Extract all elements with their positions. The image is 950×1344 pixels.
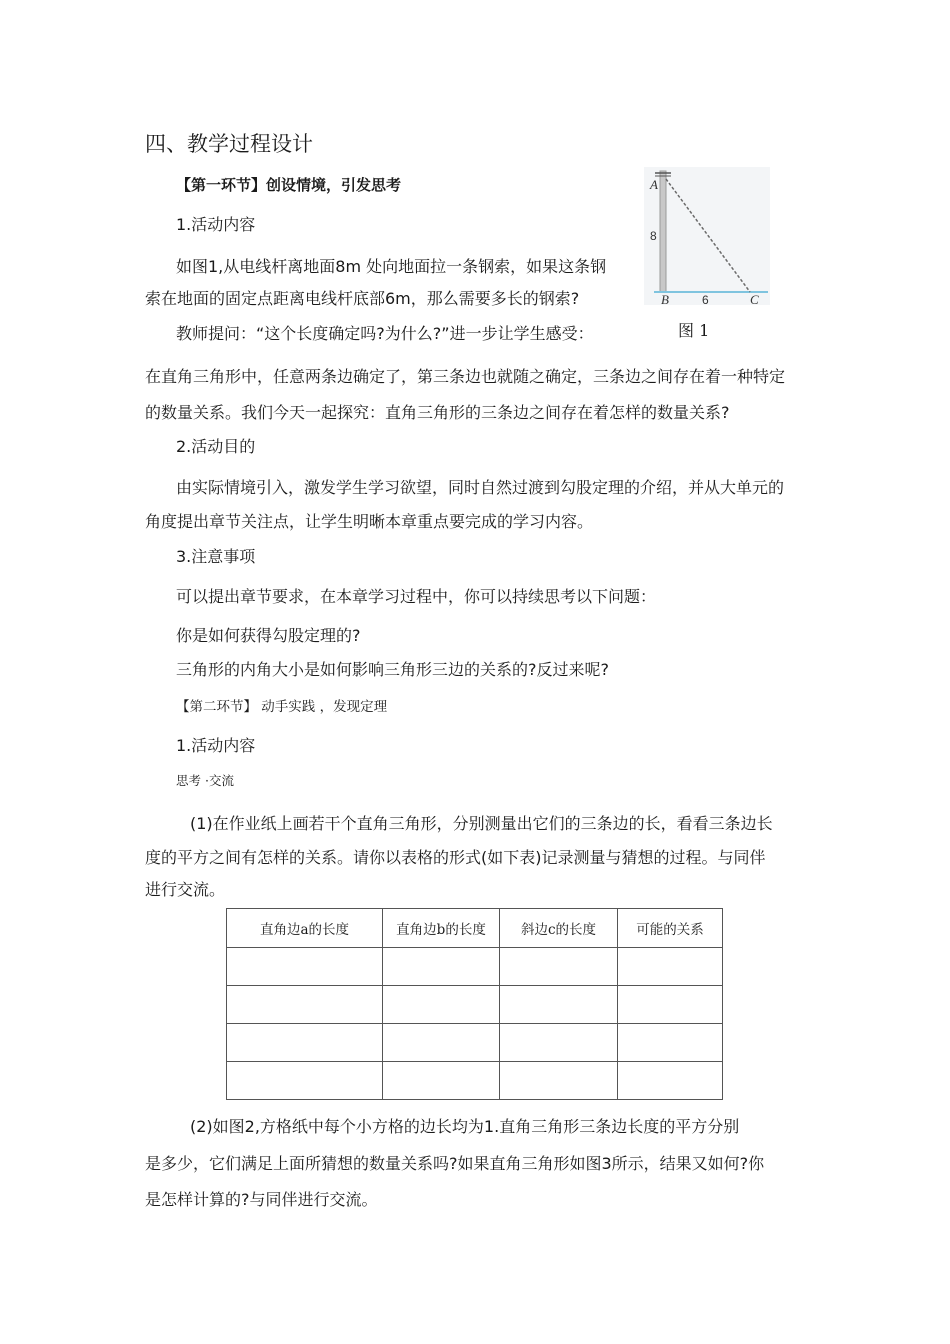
measurement-table bbox=[226, 908, 723, 1100]
question2: 三角形的内角大小是如何影响三角形三边的关系的?反过来呢? bbox=[176, 660, 609, 679]
section1-para2-line1: 教师提问：“这个长度确定吗?为什么?”进一步让学生感受： bbox=[176, 324, 594, 343]
table-cell bbox=[383, 948, 500, 986]
section1-para1-line1: 如图1,从电线杆离地面8m 处向地面拉一条钢索，如果这条钢 bbox=[176, 257, 607, 276]
section2-subtitle: 思考 ·交流 bbox=[176, 773, 234, 788]
table-cell bbox=[618, 1024, 723, 1062]
table-header-cell: 可能的关系 bbox=[618, 909, 723, 948]
table-cell bbox=[227, 1062, 383, 1100]
table-row bbox=[227, 986, 723, 1024]
section-heading: 四、教学过程设计 bbox=[145, 132, 313, 156]
table-header-cell: 直角边b的长度 bbox=[383, 909, 500, 948]
section1-item2: 2.活动目的 bbox=[176, 437, 256, 456]
section1-para3-line2: 角度提出章节关注点，让学生明晰本章重点要完成的学习内容。 bbox=[145, 512, 594, 531]
section1-item1: 1.活动内容 bbox=[176, 215, 256, 234]
section2-para2-line1: (2)如图2,方格纸中每个小方格的边长均为1.直角三角形三条边长度的平方分别 bbox=[190, 1117, 740, 1136]
table-header-row bbox=[227, 909, 723, 948]
section1-para1-line2: 索在地面的固定点距离电线杆底部6m，那么需要多长的钢索? bbox=[145, 289, 580, 308]
table-cell bbox=[383, 1024, 500, 1062]
table-cell bbox=[227, 1024, 383, 1062]
figure1-caption: 图 1 bbox=[678, 321, 710, 340]
question1: 你是如何获得勾股定理的? bbox=[176, 626, 361, 645]
section2-item1: 1.活动内容 bbox=[176, 736, 256, 755]
table-row bbox=[227, 1024, 723, 1062]
section1-para2-line2: 在直角三角形中，任意两条边确定了，第三条边也就随之确定，三条边之间存在着一种特定 bbox=[145, 367, 786, 386]
section1-item3: 3.注意事项 bbox=[176, 547, 256, 566]
figure1-diagram bbox=[644, 167, 774, 307]
section2-para2-line3: 是怎样计算的?与同伴进行交流。 bbox=[145, 1190, 378, 1209]
section1-title: 【第一环节】创设情境，引发思考 bbox=[176, 176, 402, 194]
table-cell bbox=[500, 986, 618, 1024]
table-cell bbox=[618, 986, 723, 1024]
section2-para2-line2: 是多少，它们满足上面所猜想的数量关系吗?如果直角三角形如图3所示，结果又如何?你 bbox=[145, 1154, 765, 1173]
table-cell bbox=[500, 948, 618, 986]
figure1-label-base: 6 bbox=[702, 293, 709, 307]
table-cell bbox=[618, 1062, 723, 1100]
table-row bbox=[227, 948, 723, 986]
figure1-label-a: A bbox=[650, 177, 658, 192]
table-cell bbox=[227, 948, 383, 986]
figure1-label-c: C bbox=[750, 292, 759, 307]
table-cell bbox=[500, 1062, 618, 1100]
table-cell bbox=[383, 986, 500, 1024]
section1-para2-line3: 的数量关系。我们今天一起探究：直角三角形的三条边之间存在着怎样的数量关系? bbox=[145, 403, 730, 422]
table-row bbox=[227, 1062, 723, 1100]
figure1-label-height: 8 bbox=[650, 229, 657, 243]
table-cell bbox=[383, 1062, 500, 1100]
section2-title: 【第二环节】 动手实践 ，发现定理 bbox=[176, 699, 388, 715]
section1-para4: 可以提出章节要求，在本章学习过程中，你可以持续思考以下问题： bbox=[176, 587, 657, 606]
section2-para1-line1: (1)在作业纸上画若干个直角三角形，分别测量出它们的三条边的长，看看三条边长 bbox=[190, 814, 773, 833]
section2-para1-line3: 进行交流。 bbox=[145, 880, 226, 899]
table-cell bbox=[618, 948, 723, 986]
section1-para3-line1: 由实际情境引入，激发学生学习欲望，同时自然过渡到勾股定理的介绍，并从大单元的 bbox=[176, 478, 785, 497]
table-cell bbox=[227, 986, 383, 1024]
section2-para1-line2: 度的平方之间有怎样的关系。请你以表格的形式(如下表)记录测量与猜想的过程。与同伴 bbox=[145, 848, 766, 867]
table-cell bbox=[500, 1024, 618, 1062]
table-header-cell: 斜边c的长度 bbox=[500, 909, 618, 948]
table-header-cell: 直角边a的长度 bbox=[227, 909, 383, 948]
figure1-label-b: B bbox=[661, 292, 669, 307]
